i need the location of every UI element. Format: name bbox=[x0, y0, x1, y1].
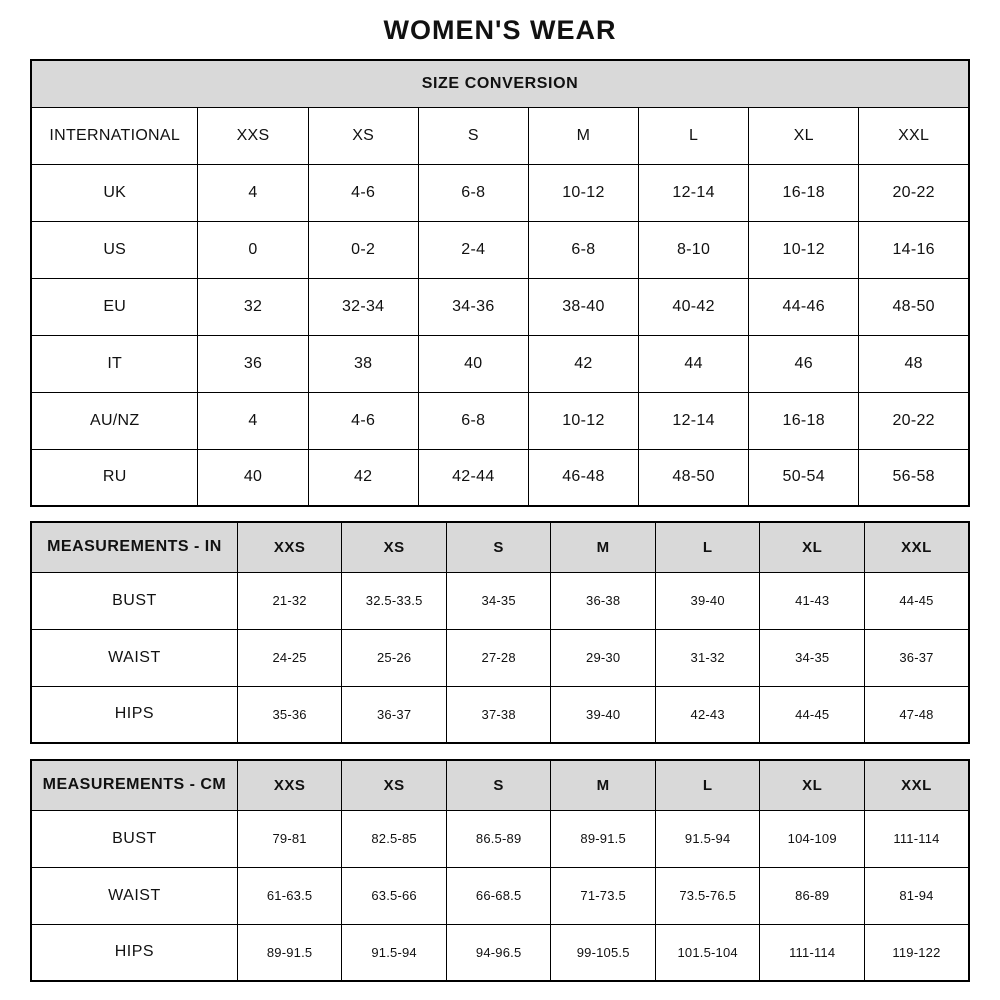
measurements-cm-table bbox=[30, 759, 970, 982]
size-column-header: M bbox=[551, 760, 656, 810]
size-cell: 2-4 bbox=[418, 221, 528, 278]
size-cell: 0-2 bbox=[308, 221, 418, 278]
measurement-cell: 111-114 bbox=[760, 924, 865, 981]
measurement-cell: 99-105.5 bbox=[551, 924, 656, 981]
measurement-cell: 36-37 bbox=[864, 629, 969, 686]
size-cell: XXS bbox=[198, 107, 308, 164]
size-cell: XS bbox=[308, 107, 418, 164]
measurement-cell: 27-28 bbox=[446, 629, 551, 686]
row-label: HIPS bbox=[31, 924, 237, 981]
measurement-cell: 111-114 bbox=[864, 810, 969, 867]
row-label: EU bbox=[31, 278, 198, 335]
measurement-cell: 47-48 bbox=[864, 686, 969, 743]
size-cell: 36 bbox=[198, 335, 308, 392]
size-column-header: XXL bbox=[864, 522, 969, 572]
size-cell: 42-44 bbox=[418, 449, 528, 506]
table-row bbox=[31, 629, 969, 686]
row-label: UK bbox=[31, 164, 198, 221]
measurement-cell: 29-30 bbox=[551, 629, 656, 686]
table-header-row bbox=[31, 60, 969, 107]
size-column-header: XXS bbox=[237, 522, 342, 572]
measurement-cell: 86-89 bbox=[760, 867, 865, 924]
size-cell: 12-14 bbox=[639, 392, 749, 449]
measurement-cell: 34-35 bbox=[760, 629, 865, 686]
size-cell: 38 bbox=[308, 335, 418, 392]
size-cell: 48-50 bbox=[639, 449, 749, 506]
size-cell: 12-14 bbox=[639, 164, 749, 221]
table-row bbox=[31, 810, 969, 867]
size-column-header: XL bbox=[760, 522, 865, 572]
measurement-cell: 63.5-66 bbox=[342, 867, 447, 924]
measurement-cell: 36-38 bbox=[551, 572, 656, 629]
size-cell: 32 bbox=[198, 278, 308, 335]
row-label: BUST bbox=[31, 810, 237, 867]
measurement-cell: 104-109 bbox=[760, 810, 865, 867]
measurement-cell: 36-37 bbox=[342, 686, 447, 743]
table-row bbox=[31, 924, 969, 981]
measurement-cell: 94-96.5 bbox=[446, 924, 551, 981]
page-title: WOMEN'S WEAR bbox=[383, 15, 617, 45]
measurement-cell: 24-25 bbox=[237, 629, 342, 686]
size-cell: 14-16 bbox=[859, 221, 969, 278]
row-label: IT bbox=[31, 335, 198, 392]
size-column-header: XS bbox=[342, 522, 447, 572]
size-column-header: XS bbox=[342, 760, 447, 810]
size-column-header: XXS bbox=[237, 760, 342, 810]
size-cell: 10-12 bbox=[749, 221, 859, 278]
measurement-cell: 89-91.5 bbox=[551, 810, 656, 867]
size-cell: 48 bbox=[859, 335, 969, 392]
size-cell: 20-22 bbox=[859, 392, 969, 449]
measurement-cell: 42-43 bbox=[655, 686, 760, 743]
measurement-cell: 37-38 bbox=[446, 686, 551, 743]
row-label: WAIST bbox=[31, 629, 237, 686]
size-cell: 38-40 bbox=[528, 278, 638, 335]
row-label: AU/NZ bbox=[31, 392, 198, 449]
row-label: WAIST bbox=[31, 867, 237, 924]
table-row bbox=[31, 449, 969, 506]
measurement-cell: 34-35 bbox=[446, 572, 551, 629]
size-column-header: S bbox=[446, 522, 551, 572]
measurement-cell: 89-91.5 bbox=[237, 924, 342, 981]
size-cell: 40-42 bbox=[639, 278, 749, 335]
table-row bbox=[31, 867, 969, 924]
measurement-cell: 66-68.5 bbox=[446, 867, 551, 924]
size-cell: 46-48 bbox=[528, 449, 638, 506]
measurement-cell: 25-26 bbox=[342, 629, 447, 686]
table-row bbox=[31, 335, 969, 392]
size-cell: 6-8 bbox=[418, 164, 528, 221]
measurement-cell: 79-81 bbox=[237, 810, 342, 867]
size-cell: L bbox=[639, 107, 749, 164]
size-cell: 4 bbox=[198, 392, 308, 449]
measurement-cell: 44-45 bbox=[760, 686, 865, 743]
measurement-cell: 91.5-94 bbox=[655, 810, 760, 867]
size-cell: 4-6 bbox=[308, 392, 418, 449]
size-cell: 0 bbox=[198, 221, 308, 278]
table-row bbox=[31, 572, 969, 629]
measurement-cell: 71-73.5 bbox=[551, 867, 656, 924]
row-label: BUST bbox=[31, 572, 237, 629]
measurements-in-table bbox=[30, 521, 970, 744]
measurement-cell: 32.5-33.5 bbox=[342, 572, 447, 629]
size-cell: 42 bbox=[308, 449, 418, 506]
size-cell: 34-36 bbox=[418, 278, 528, 335]
measurement-cell: 39-40 bbox=[655, 572, 760, 629]
table-row bbox=[31, 392, 969, 449]
row-label: HIPS bbox=[31, 686, 237, 743]
measurement-cell: 101.5-104 bbox=[655, 924, 760, 981]
size-cell: 8-10 bbox=[639, 221, 749, 278]
size-cell: 32-34 bbox=[308, 278, 418, 335]
size-cell: XXL bbox=[859, 107, 969, 164]
size-cell: 16-18 bbox=[749, 164, 859, 221]
measurement-cell: 31-32 bbox=[655, 629, 760, 686]
measurement-cell: 61-63.5 bbox=[237, 867, 342, 924]
size-column-header: L bbox=[655, 760, 760, 810]
size-cell: 16-18 bbox=[749, 392, 859, 449]
size-column-header: L bbox=[655, 522, 760, 572]
size-cell: 40 bbox=[418, 335, 528, 392]
size-cell: 10-12 bbox=[528, 392, 638, 449]
measurements-cm-title: MEASUREMENTS - CM bbox=[31, 760, 237, 810]
size-cell: 40 bbox=[198, 449, 308, 506]
measurement-cell: 44-45 bbox=[864, 572, 969, 629]
table-header-row bbox=[31, 760, 969, 810]
size-cell: 42 bbox=[528, 335, 638, 392]
measurement-cell: 86.5-89 bbox=[446, 810, 551, 867]
measurement-cell: 35-36 bbox=[237, 686, 342, 743]
measurement-cell: 91.5-94 bbox=[342, 924, 447, 981]
size-cell: 6-8 bbox=[528, 221, 638, 278]
size-column-header: M bbox=[551, 522, 656, 572]
measurement-cell: 39-40 bbox=[551, 686, 656, 743]
size-cell: 6-8 bbox=[418, 392, 528, 449]
table-row bbox=[31, 221, 969, 278]
size-cell: 4-6 bbox=[308, 164, 418, 221]
size-conversion-title: SIZE CONVERSION bbox=[31, 60, 969, 107]
row-label: US bbox=[31, 221, 198, 278]
size-cell: M bbox=[528, 107, 638, 164]
measurement-cell: 73.5-76.5 bbox=[655, 867, 760, 924]
measurements-in-title: MEASUREMENTS - IN bbox=[31, 522, 237, 572]
size-cell: XL bbox=[749, 107, 859, 164]
size-cell: 20-22 bbox=[859, 164, 969, 221]
table-row bbox=[31, 686, 969, 743]
table-row bbox=[31, 278, 969, 335]
size-cell: 10-12 bbox=[528, 164, 638, 221]
size-cell: 44 bbox=[639, 335, 749, 392]
size-cell: 50-54 bbox=[749, 449, 859, 506]
measurement-cell: 21-32 bbox=[237, 572, 342, 629]
size-conversion-table bbox=[30, 59, 970, 507]
size-column-header: XL bbox=[760, 760, 865, 810]
size-cell: S bbox=[418, 107, 528, 164]
size-cell: 4 bbox=[198, 164, 308, 221]
table-row bbox=[31, 107, 969, 164]
measurement-cell: 82.5-85 bbox=[342, 810, 447, 867]
measurement-cell: 119-122 bbox=[864, 924, 969, 981]
measurement-cell: 81-94 bbox=[864, 867, 969, 924]
size-cell: 56-58 bbox=[859, 449, 969, 506]
size-cell: 46 bbox=[749, 335, 859, 392]
table-header-row bbox=[31, 522, 969, 572]
row-label: INTERNATIONAL bbox=[31, 107, 198, 164]
size-cell: 48-50 bbox=[859, 278, 969, 335]
size-column-header: S bbox=[446, 760, 551, 810]
row-label: RU bbox=[31, 449, 198, 506]
table-row bbox=[31, 164, 969, 221]
size-column-header: XXL bbox=[864, 760, 969, 810]
size-cell: 44-46 bbox=[749, 278, 859, 335]
measurement-cell: 41-43 bbox=[760, 572, 865, 629]
